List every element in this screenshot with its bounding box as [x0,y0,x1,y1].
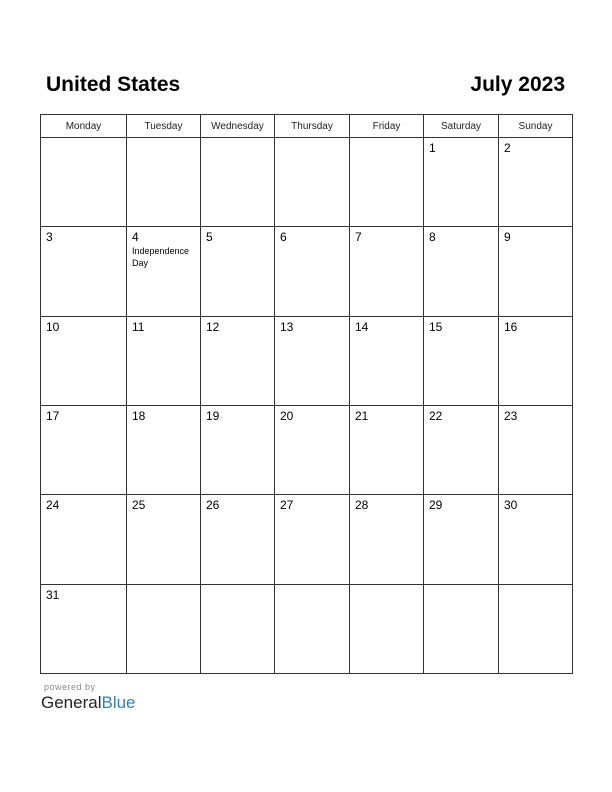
day-cell[interactable] [127,138,201,227]
month-title: July 2023 [470,73,565,96]
day-number: 25 [132,498,146,513]
day-cell[interactable] [499,316,573,405]
day-cell[interactable] [350,405,424,494]
day-cell[interactable] [424,138,499,227]
day-number: 18 [132,408,146,423]
day-cell[interactable] [424,405,499,494]
day-cell[interactable] [127,316,201,405]
week-row [41,584,573,673]
day-cell[interactable] [499,405,573,494]
day-cell[interactable] [201,138,275,227]
calendar-header [46,70,565,100]
day-cell[interactable] [127,405,201,494]
day-cell[interactable] [41,316,127,405]
day-cell[interactable] [275,227,350,316]
day-number: 3 [46,230,53,245]
weekday-tuesday: Tuesday [127,115,201,138]
day-number: 23 [504,408,518,423]
day-number: 29 [429,498,443,513]
day-number: 2 [504,141,511,155]
day-number: 8 [429,230,436,245]
generalblue-logo[interactable] [41,693,136,713]
day-cell[interactable] [499,227,573,316]
weekday-thursday: Thursday [275,115,350,138]
day-cell[interactable] [424,227,499,316]
day-cell[interactable] [41,405,127,494]
day-cell[interactable] [41,227,127,316]
day-cell[interactable] [424,316,499,405]
day-cell[interactable] [41,138,127,227]
day-cell[interactable] [424,584,499,673]
day-cell[interactable] [275,584,350,673]
day-cell[interactable] [424,495,499,584]
week-row [41,495,573,584]
day-number: 30 [504,498,518,513]
day-number: 7 [355,230,362,245]
day-number: 22 [429,408,443,423]
country-title: United States [46,73,181,96]
day-number: 10 [46,319,60,334]
day-cell[interactable] [201,316,275,405]
day-cell[interactable] [201,405,275,494]
week-row [41,138,573,227]
weekday-header-row [41,115,573,138]
day-cell[interactable] [275,316,350,405]
footer [41,682,136,713]
day-number: 4 [132,230,139,245]
day-number: 14 [355,319,369,334]
weekday-sunday: Sunday [499,115,573,138]
day-cell[interactable] [499,584,573,673]
day-number: 20 [280,408,294,423]
day-cell[interactable] [127,227,201,316]
day-cell[interactable] [350,316,424,405]
day-cell[interactable] [41,584,127,673]
day-number: 9 [504,230,511,245]
week-row [41,316,573,405]
day-number: 12 [206,319,220,334]
weekday-wednesday: Wednesday [201,115,275,138]
holiday-label: Independence Day [132,246,190,269]
day-number: 6 [280,230,287,245]
weekday-friday: Friday [350,115,424,138]
day-cell[interactable] [350,584,424,673]
day-cell[interactable] [350,138,424,227]
day-cell[interactable] [350,227,424,316]
day-number: 27 [280,498,294,513]
day-cell[interactable] [499,495,573,584]
day-cell[interactable] [41,495,127,584]
day-cell[interactable] [499,138,573,227]
day-number: 24 [46,498,60,513]
week-row [41,227,573,316]
brand-blue: Blue [101,693,136,712]
day-number: 13 [280,319,294,334]
day-number: 11 [132,319,145,334]
day-number: 19 [206,408,220,423]
day-cell[interactable] [275,138,350,227]
calendar-grid [40,114,573,674]
day-cell[interactable] [201,495,275,584]
week-row [41,405,573,494]
day-cell[interactable] [350,495,424,584]
day-number: 21 [355,408,369,423]
weekday-monday: Monday [41,115,127,138]
day-number: 31 [46,587,60,602]
day-cell[interactable] [275,405,350,494]
day-number: 26 [206,498,220,513]
weekday-saturday: Saturday [424,115,499,138]
day-number: 16 [504,319,518,334]
day-number: 15 [429,319,443,334]
day-cell[interactable] [127,495,201,584]
day-number: 5 [206,230,213,245]
brand-general: General [41,693,102,712]
day-number: 28 [355,498,369,513]
day-number: 17 [46,408,60,423]
powered-by-text: powered by [44,682,96,692]
day-cell[interactable] [201,584,275,673]
day-cell[interactable] [201,227,275,316]
day-cell[interactable] [275,495,350,584]
day-number: 1 [429,141,436,155]
day-cell[interactable] [127,584,201,673]
